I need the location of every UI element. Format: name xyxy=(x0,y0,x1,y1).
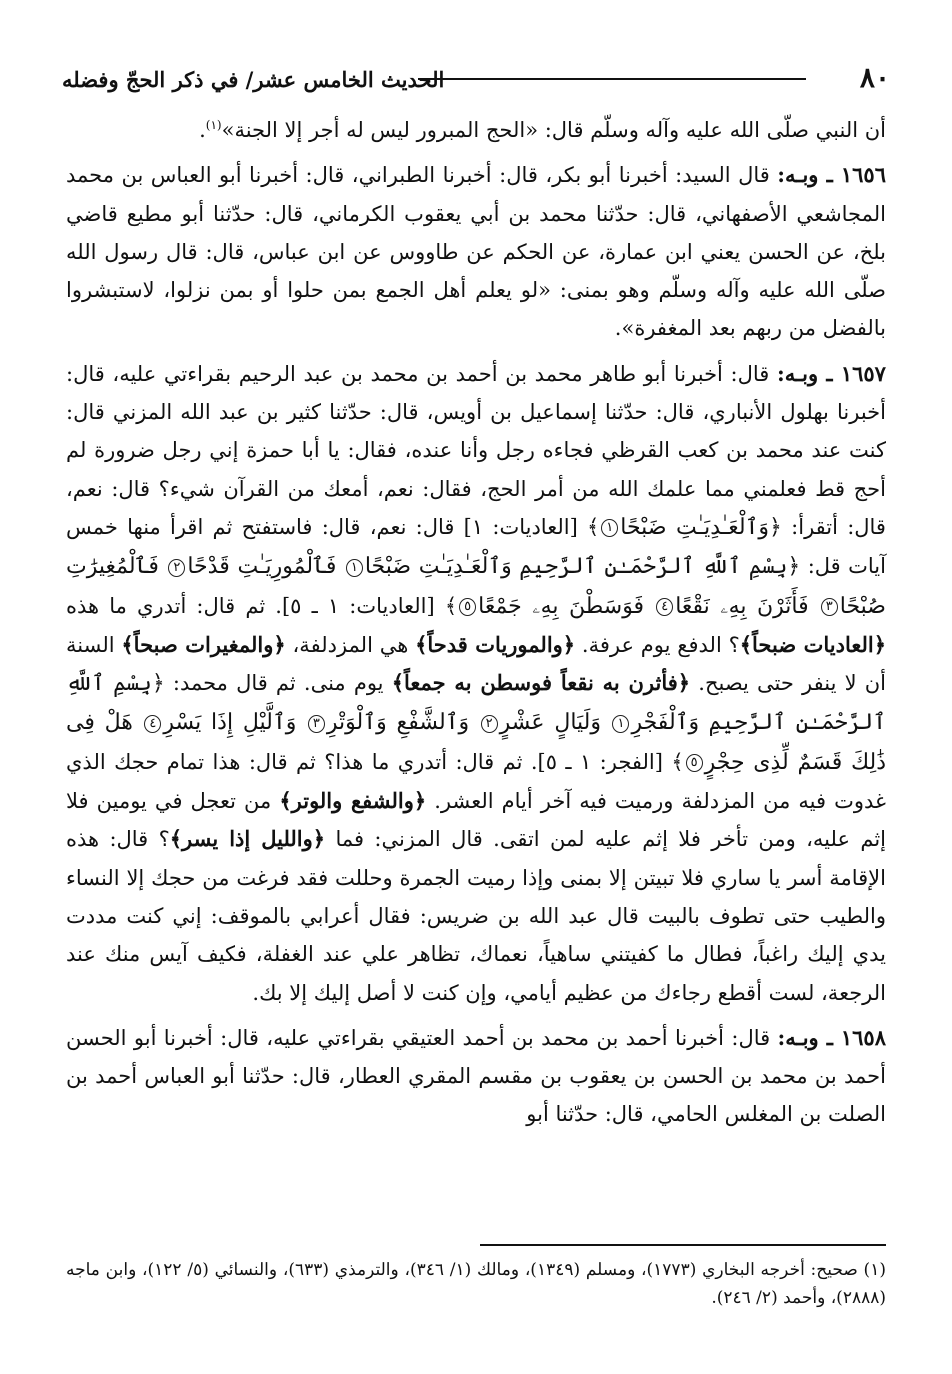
quran-verse: وَلَيَالٍ عَشْرٍ xyxy=(499,710,601,736)
hadith-text-8: ﴾ [الفجر: ١ ـ ٥]. ثم قال: أتدري ما هذا؟ ثم قال: هذا تمام حجك الذي غدوت فيه من المزدلفة ورميت فيه آخر أيام العشر. xyxy=(66,749,887,814)
hadith-text-6: السنة أن لا ينفر حتى يصبح. xyxy=(66,632,886,696)
running-header xyxy=(62,52,890,92)
footnote-rule xyxy=(480,1244,886,1246)
basmala: ﴿بِسْمِ ٱللَّهِ ٱلرَّحْمَـٰنِ ٱلرَّحِيمِ xyxy=(519,554,801,580)
hadith-text: قال: أخبرنا أحمد بن محمد بن أحمد العتيقي بقراءتي عليه، قال: أخبرنا أبو الحسن أحمد بن محمد بن الحسن بن يعقوب بن مقسم المقري العطار، قال: حدّثنا أبو العباس أحمد بن الصلت بن المغلس الحامي، قال: حدّثنا أبو xyxy=(66,1025,886,1127)
quran-verse: فَأَثَرْنَ بِهِۦ نَقْعًا xyxy=(675,593,809,619)
verse-marker: ١ xyxy=(346,559,363,577)
quran-verse: ﴿وَٱلْعَـٰدِيَـٰتِ ضَبْحًا xyxy=(620,514,782,540)
header-rule xyxy=(418,78,806,80)
verse-marker: ٣ xyxy=(308,715,325,733)
hadith-1657 xyxy=(66,355,886,1012)
hadith-number: ١٦٥٧ ـ وبـه: xyxy=(776,360,886,386)
verse-marker: ٢ xyxy=(481,715,498,733)
quran-verse: هَلْ فِى ذَٰلِكَ قَسَمٌ لِّذِى حِجْرٍ xyxy=(66,710,887,775)
hadith-number: ١٦٥٨ ـ وبـه: xyxy=(777,1024,886,1050)
hadith-text-1: قال: أخبرنا أبو طاهر محمد بن أحمد بن محمد بن عبد الرحيم بقراءتي عليه، قال: أخبرنا بهلول الأنباري، قال: حدّثنا إسماعيل بن أويس، قال: حدّثنا كثير بن عبد الله المزني قال: كنت عند محمد بن كعب القرظي فجاءه رجل وأنا عنده، فقال: يا أبا حمزة إني رجل ضرورة لم أحج قط فعلمني مما علمك الله من أمر الحج، فقال: نعم، أمعك من القرآن شيء؟ قال: نعم، قال: أتقرأ: xyxy=(66,361,886,539)
basmala: ﴿بِسْمِ ٱللَّهِ ٱلرَّحْمَـٰنِ ٱلرَّحِيمِ xyxy=(66,671,887,736)
hadith-1658 xyxy=(66,1019,886,1134)
verse-marker: ٤ xyxy=(144,715,161,733)
quran-verse: وَٱلَّيْلِ إِذَا يَسْرِ xyxy=(163,710,297,736)
hadith-text-4: ؟ الدفع يوم عرفة. xyxy=(581,632,740,657)
hadith-text-5: هي المزدلفة، xyxy=(292,632,409,657)
verse-marker: ١ xyxy=(601,519,618,537)
quoted-verse: ﴿والموريات قدحاً﴾ xyxy=(415,631,576,657)
verse-marker: ٣ xyxy=(821,598,838,616)
intro-text: أن النبي صلّى الله عليه وآله وسلّم قال: «الحج المبرور ليس له أجر إلا الجنة» xyxy=(221,118,886,142)
footnote-ref[interactable]: (١) xyxy=(205,118,222,132)
verse-marker: ٥ xyxy=(459,598,476,616)
hadith-text-7: يوم منى. ثم قال محمد: xyxy=(172,671,384,696)
quran-verse: فَوَسَطْنَ بِهِۦ جَمْعًا xyxy=(478,593,645,619)
verse-marker: ٢ xyxy=(168,559,185,577)
page-number: ٨٠ xyxy=(859,61,890,94)
hadith-text-9: من تعجل في يومين فلا إثم عليه، ومن تأخر فلا إثم عليه لمن اتقى. قال المزني: فما xyxy=(66,789,886,852)
quoted-verse: ﴿العاديات ضبحاً﴾ xyxy=(739,631,887,657)
quran-verse: فَٱلْمُغِيرَٰتِ صُبْحًا xyxy=(66,554,886,619)
running-title: الحديث الخامس عشر/ في ذكر الحجّ وفضله xyxy=(62,67,445,92)
verse-marker: ٤ xyxy=(656,598,673,616)
hadith-text-2: ﴾ [العاديات: ١] قال: نعم، قال: فاستفتح ثم اقرأ منها خمس آيات قل: xyxy=(66,514,886,579)
verse-marker: ١ xyxy=(612,715,629,733)
main-text xyxy=(66,106,886,1141)
hadith-number: ١٦٥٦ ـ وبـه: xyxy=(777,162,886,188)
verse-marker: ٥ xyxy=(686,754,703,772)
hadith-text: قال السيد: أخبرنا أبو بكر، قال: أخبرنا الطبراني، قال: أخبرنا أبو العباس بن محمد المجاشعي الأصفهاني، قال: حدّثنا محمد بن أبي يعقوب الكرماني، قال: حدّثنا أبو مطيع قاضي بلخ، عن الحسن يعني ابن عمارة، عن الحكم عن طاووس عن ابن عباس، قال: قال رسول الله صلّى الله عليه وآله وسلّم وهو بمنى: «لو يعلم أهل الجمع بمن حلوا أو بمن نزلوا، لاستبشروا بالفضل من ربهم بعد المغفرة». xyxy=(66,163,886,341)
quran-verse: وَٱلْعَـٰدِيَـٰتِ ضَبْحًا xyxy=(364,554,512,580)
hadith-text-3: ﴾ [العاديات: ١ ـ ٥]. ثم قال: أتدري ما هذه xyxy=(66,593,458,618)
quoted-verse: ﴿والليل إذا يسر﴾ xyxy=(169,826,326,852)
quran-verse: وَٱلْفَجْرِ xyxy=(631,710,700,736)
footnote-text: (١) صحيح: أخرجه البخاري (١٧٧٣)، ومسلم (١٣٤٩)، ومالك (١/ ٣٤٦)، والترمذي (٦٣٣)، والنسائي (٥/ ١٢٢)، وابن ماجه (٢٨٨٨)، وأحمد (٢/ ٢٤٦). xyxy=(66,1260,886,1308)
quoted-verse: ﴿والشفع والوتر﴾ xyxy=(279,788,427,814)
hadith-1656 xyxy=(66,156,886,347)
intro-end: . xyxy=(199,118,206,142)
quran-verse: وَٱلشَّفْعِ وَٱلْوَتْرِ xyxy=(326,710,470,736)
quoted-verse: ﴿فأثرن به نقعاً فوسطن به جمعاً﴾ xyxy=(391,670,691,696)
hadith-text-10: ؟ قال: هذه الإقامة أسر يا ساري فلا تبيتن إلا بمنى وإذا رميت الجمرة وحللت فقد فرغت من حجك إلا النساء والطيب حتى تطوف بالبيت قال عبد الله بن ضريس: فقال أعرابي بالموقف: إني كنت مددت يدي إليك راغباً، فطال ما كفيتني ساهياً، نعماك، تظاهر علي عند الغفلة، فكيف آيس منك عند الرجعة، لست أقطع رجاءك من عظيم أيامي، وإن كنت لا أصل إليك إلا بك. xyxy=(66,827,886,1005)
footnote xyxy=(66,1256,886,1312)
quoted-verse: ﴿والمغيرات صبحاً﴾ xyxy=(121,631,286,657)
intro-paragraph xyxy=(66,106,886,149)
quran-verse: فَٱلْمُورِيَـٰتِ قَدْحًا xyxy=(187,554,337,580)
